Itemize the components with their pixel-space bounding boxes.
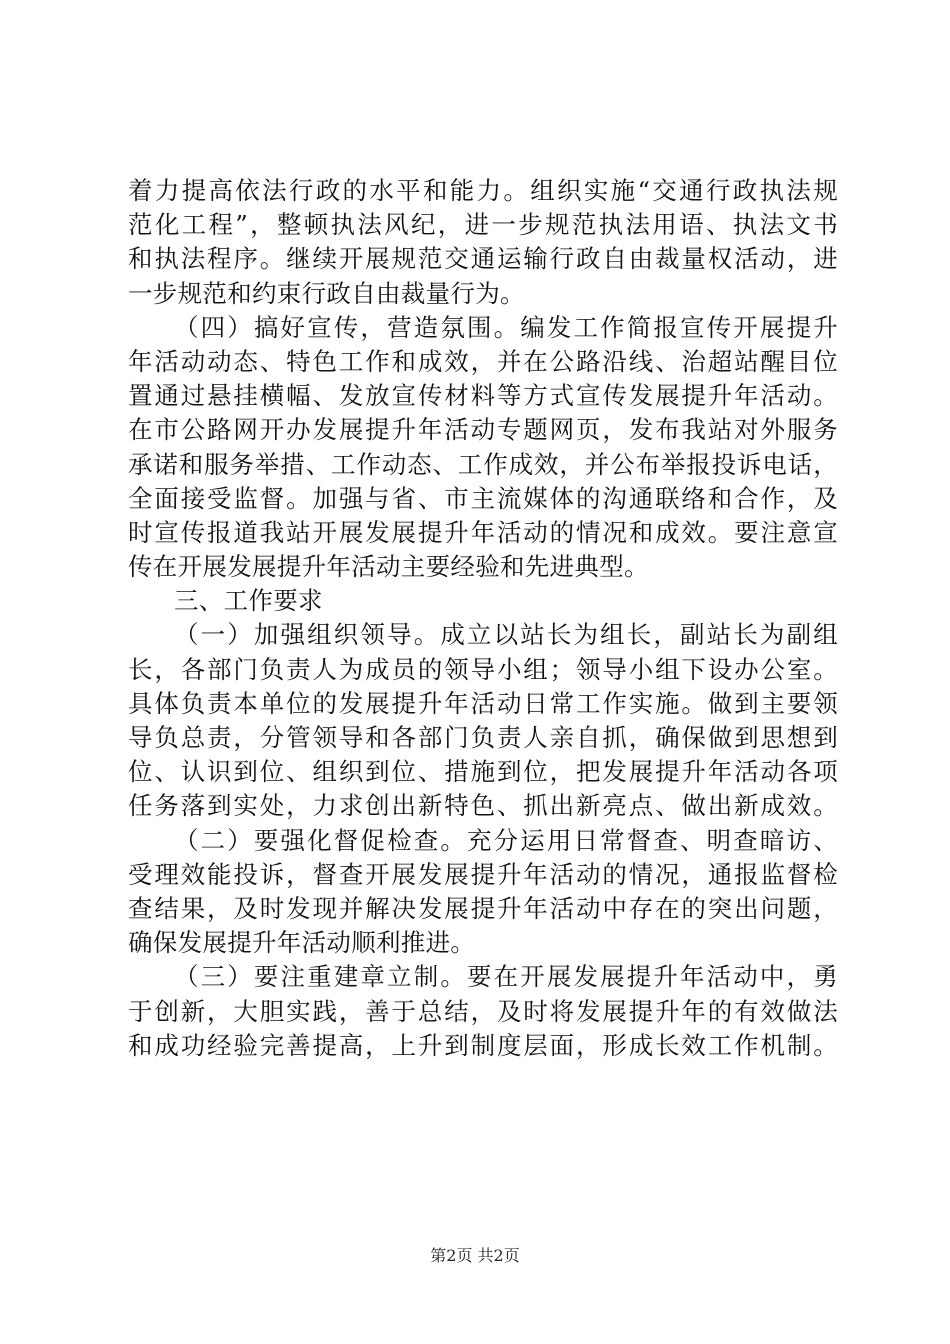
text-line: 全面接受监督。加强与省、市主流媒体的沟通联络和合作，及 xyxy=(128,483,838,513)
text-line: （一）加强组织领导。成立以站长为组长，副站长为副组 xyxy=(174,620,838,650)
text-line: 和成功经验完善提高，上升到制度层面，形成长效工作机制。 xyxy=(128,1030,838,1060)
text-line: 在市公路网开办发展提升年活动专题网页，发布我站对外服务 xyxy=(128,415,838,445)
document-body xyxy=(128,174,838,1063)
text-line: 传在开展发展提升年活动主要经验和先进典型。 xyxy=(128,552,649,582)
text-line: 一步规范和约束行政自由裁量行为。 xyxy=(128,278,525,308)
text-line: 于创新，大胆实践，善于总结，及时将发展提升年的有效做法 xyxy=(128,996,838,1026)
page-footer: 第2页 共2页 xyxy=(430,1246,520,1265)
text-line: 长，各部门负责人为成员的领导小组；领导小组下设办公室。 xyxy=(128,654,838,684)
text-line: （二）要强化督促检查。充分运用日常督查、明查暗访、 xyxy=(174,825,838,855)
text-line: 着力提高依法行政的水平和能力。组织实施“交通行政执法规 xyxy=(128,176,838,205)
text-line: 位、认识到位、组织到位、措施到位，把发展提升年活动各项 xyxy=(128,757,838,787)
text-line: 查结果，及时发现并解决发展提升年活动中存在的突出问题， xyxy=(128,893,838,923)
text-line: 范化工程”，整顿执法风纪，进一步规范执法用语、执法文书 xyxy=(128,210,838,240)
text-line: 和执法程序。继续开展规范交通运输行政自由裁量权活动，进 xyxy=(128,244,838,274)
text-line: （三）要注重建章立制。要在开展发展提升年活动中，勇 xyxy=(174,962,838,992)
text-line: 年活动动态、特色工作和成效，并在公路沿线、治超站醒目位 xyxy=(128,346,838,376)
text-line: 承诺和服务举措、工作动态、工作成效，并公布举报投诉电话， xyxy=(128,449,838,479)
text-line: 确保发展提升年活动顺利推进。 xyxy=(128,928,476,958)
text-line: （四）搞好宣传，营造氛围。编发工作简报宣传开展提升 xyxy=(174,312,838,342)
text-line: 导负总责，分管领导和各部门负责人亲自抓，确保做到思想到 xyxy=(128,723,838,752)
text-line: 任务落到实处，力求创出新特色、抓出新亮点、做出新成效。 xyxy=(128,791,838,821)
text-line: 受理效能投诉，督查开展发展提升年活动的情况，通报监督检 xyxy=(128,859,838,889)
text-line: 置通过悬挂横幅、发放宣传材料等方式宣传发展提升年活动。 xyxy=(128,381,838,411)
text-line: 三、工作要求 xyxy=(174,586,323,616)
text-line: 时宣传报道我站开展发展提升年活动的情况和成效。要注意宣 xyxy=(128,517,838,547)
text-line: 具体负责本单位的发展提升年活动日常工作实施。做到主要领 xyxy=(128,688,838,718)
